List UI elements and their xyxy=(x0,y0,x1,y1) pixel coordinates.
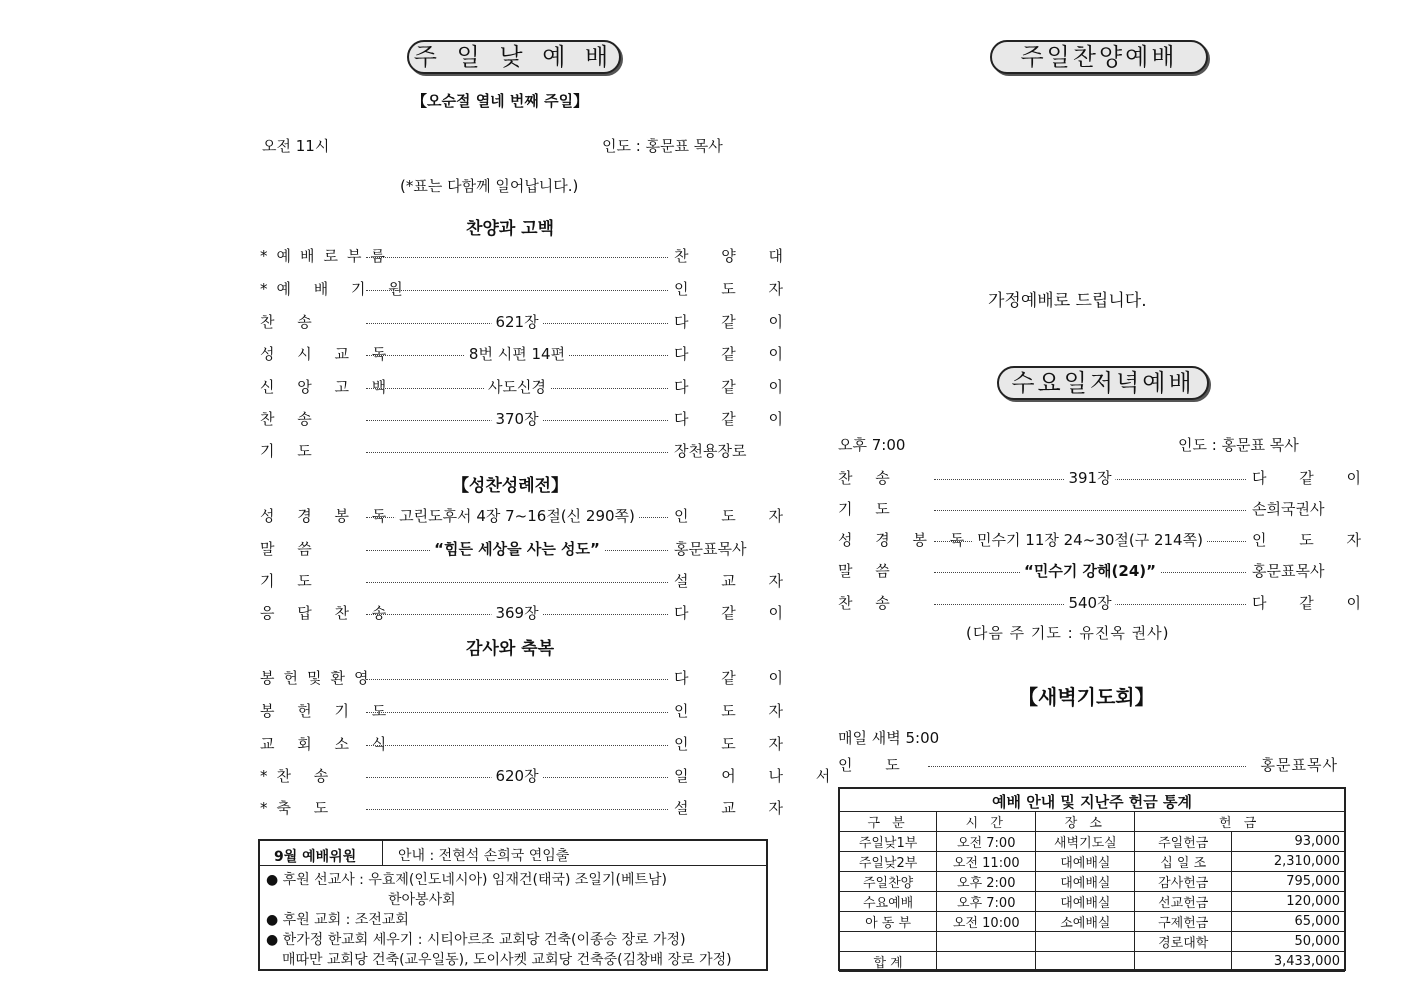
worship-row xyxy=(260,538,760,560)
row-label: 성 경 봉 독 xyxy=(260,507,396,525)
leader-dots xyxy=(366,745,668,746)
worship-row xyxy=(260,505,798,527)
row-label: *예배로부름 xyxy=(260,247,394,265)
leader-dots xyxy=(366,679,668,680)
table-row xyxy=(840,892,1345,912)
row-person: 다 같 이 xyxy=(674,378,798,396)
row-label: 기 도 xyxy=(260,442,321,460)
row-label: *예 배 기 원 xyxy=(260,280,412,298)
offering-table-box xyxy=(838,787,1346,971)
table-cell: 오후 7:00 xyxy=(937,892,1036,912)
row-person: 손희국권사 xyxy=(1252,500,1325,518)
table-cell: 소예배실 xyxy=(1036,912,1135,932)
worship-row xyxy=(838,529,1376,551)
table-cell: 주일낮1부 xyxy=(840,832,937,852)
section-communion: 【성찬성례전】 xyxy=(451,476,569,496)
row-label: 말 씀 xyxy=(838,562,899,580)
row-label: 성 경 봉 독 xyxy=(838,531,974,549)
row-person: 다 같 이 xyxy=(674,604,798,622)
table-row xyxy=(840,872,1345,892)
table-cell xyxy=(1135,952,1232,972)
worship-row xyxy=(260,311,798,333)
row-person: 일 어 나 서 xyxy=(674,767,845,785)
box-guide: 안내 : 전현석 손희국 연임출 xyxy=(398,848,570,864)
row-label: 찬 송 xyxy=(260,410,321,428)
table-cell: 주일낮2부 xyxy=(840,852,937,872)
worship-row xyxy=(260,733,798,755)
row-label: 응 답 찬 송 xyxy=(260,604,396,622)
row-label: 찬 송 xyxy=(260,313,321,331)
wed-leader: 인도 : 홍문표 목사 xyxy=(1178,436,1299,454)
table-cell: 50,000 xyxy=(1232,932,1345,952)
leader-dots xyxy=(366,452,668,453)
worship-row xyxy=(260,765,845,787)
worship-row xyxy=(838,592,1376,614)
row-person: 다 같 이 xyxy=(1252,594,1376,612)
row-label: 기 도 xyxy=(838,500,899,518)
table-cell: 120,000 xyxy=(1232,892,1345,912)
row-person: 홍문표목사 xyxy=(674,540,747,558)
table-cell: 대예배실 xyxy=(1036,872,1135,892)
table-cell: 오후 2:00 xyxy=(937,872,1036,892)
table-cell: 오전 11:00 xyxy=(937,852,1036,872)
table-cell xyxy=(1036,932,1135,952)
row-item: 621장 xyxy=(491,311,542,332)
row-person: 인 도 자 xyxy=(674,702,798,720)
section-thanks: 감사와 축복 xyxy=(465,639,555,659)
row-item: 620장 xyxy=(491,765,542,786)
table-cell: 오전 7:00 xyxy=(937,832,1036,852)
table-cell: 93,000 xyxy=(1232,832,1345,852)
table-cell: 오전 10:00 xyxy=(937,912,1036,932)
worship-row xyxy=(260,343,798,365)
table-cell: 합 계 xyxy=(840,952,937,972)
row-label: 신 앙 고 백 xyxy=(260,378,396,396)
worship-row xyxy=(838,498,1338,520)
row-item: 370장 xyxy=(491,408,542,429)
row-person: 인 도 자 xyxy=(674,735,798,753)
row-item: 고린도후서 4장 7~16절(신 290쪽) xyxy=(395,505,639,526)
home-worship-note: 가정예배로 드립니다. xyxy=(988,291,1147,311)
row-label: 기 도 xyxy=(260,572,321,590)
row-label: 봉 헌 기 도 xyxy=(260,702,396,720)
table-cell xyxy=(937,952,1036,972)
table-row xyxy=(840,952,1345,972)
leader-dots xyxy=(366,809,668,810)
table-row xyxy=(840,832,1345,852)
table-cell: 수요예배 xyxy=(840,892,937,912)
table-cell: 주일헌금 xyxy=(1135,832,1232,852)
leader-dots xyxy=(366,290,668,291)
row-item: 8번 시편 14편 xyxy=(465,343,569,364)
row-label: *찬 송 xyxy=(260,767,338,785)
box-line2: ● 후원 교회 : 조전교회 xyxy=(266,912,409,928)
table-cell: 대예배실 xyxy=(1036,852,1135,872)
table-cell: 경로대학 xyxy=(1135,932,1232,952)
row-person: 인 도 자 xyxy=(674,507,798,525)
service-leader: 인도 : 홍문표 목사 xyxy=(602,137,723,155)
standing-note: (*표는 다함께 일어납니다.) xyxy=(400,177,579,195)
dawn-time: 매일 새벽 5:00 xyxy=(838,729,940,747)
row-person: 홍문표목사 xyxy=(1252,562,1325,580)
leader-dots xyxy=(366,712,668,713)
row-person: 설 교 자 xyxy=(674,572,798,590)
table-cell: 구제헌금 xyxy=(1135,912,1232,932)
service-time: 오전 11시 xyxy=(262,137,330,155)
worship-row xyxy=(260,376,798,398)
worship-row xyxy=(260,408,798,430)
row-label: 말 씀 xyxy=(260,540,321,558)
row-person: 다 같 이 xyxy=(674,345,798,363)
row-item: 민수기 11장 24~30절(구 214쪽) xyxy=(973,529,1207,550)
worship-row xyxy=(260,667,798,689)
box-line3: ● 한가정 한교회 세우기 : 시티아르조 교회당 건축(이종승 장로 가정) xyxy=(266,932,686,948)
wed-time: 오후 7:00 xyxy=(838,436,906,454)
table-title: 예배 안내 및 지난주 헌금 통계 xyxy=(992,793,1192,811)
worship-row xyxy=(260,602,798,624)
row-person: 다 같 이 xyxy=(674,410,798,428)
table-cell: 2,310,000 xyxy=(1232,852,1345,872)
table-cell xyxy=(840,932,937,952)
row-item: 391장 xyxy=(1064,467,1115,488)
row-person: 다 같 이 xyxy=(1252,469,1376,487)
row-person: 다 같 이 xyxy=(674,313,798,331)
row-person: 인 도 자 xyxy=(674,280,798,298)
table-cell: 감사헌금 xyxy=(1135,872,1232,892)
worship-row xyxy=(838,560,1338,582)
row-item: “힘든 세상을 사는 성도” xyxy=(430,538,604,559)
table-header-row xyxy=(840,812,1345,832)
row-person: 장천용장로 xyxy=(674,442,747,460)
worship-row xyxy=(838,467,1376,489)
row-item: 369장 xyxy=(491,602,542,623)
row-item: “민수기 강해(24)” xyxy=(1020,560,1160,581)
worship-row xyxy=(260,570,798,592)
table-cell: 795,000 xyxy=(1232,872,1345,892)
row-item: 사도신경 xyxy=(484,376,550,397)
table-cell: 아 동 부 xyxy=(840,912,937,932)
title-wednesday: 수요일저녁예배 xyxy=(997,366,1209,400)
row-person: 다 같 이 xyxy=(674,669,798,687)
offering-table xyxy=(839,811,1345,972)
worship-row xyxy=(260,245,798,267)
subtitle: 【오순절 열네 번째 주일】 xyxy=(412,92,589,110)
worship-row xyxy=(260,440,760,462)
table-cell: 65,000 xyxy=(1232,912,1345,932)
table-header: 장 소 xyxy=(1036,812,1135,832)
table-header: 헌 금 xyxy=(1135,812,1345,832)
table-cell: 3,433,000 xyxy=(1232,952,1345,972)
table-cell: 십 일 조 xyxy=(1135,852,1232,872)
title-sunday-service: 주 일 낮 예 배 xyxy=(407,40,621,74)
table-cell: 대예배실 xyxy=(1036,892,1135,912)
table-cell: 선교헌금 xyxy=(1135,892,1232,912)
box-line3b: 매따만 교회당 건축(교우일동), 도이사켓 교회당 건축중(김창배 장로 가정) xyxy=(282,952,732,968)
section-praise: 찬양과 고백 xyxy=(465,219,555,239)
table-cell: 주일찬양 xyxy=(840,872,937,892)
row-label: 찬 송 xyxy=(838,594,899,612)
worship-row xyxy=(260,700,798,722)
leader-dots xyxy=(366,582,668,583)
next-week-prayer: (다음 주 기도 : 유진옥 권사) xyxy=(966,624,1170,642)
row-person: 설 교 자 xyxy=(674,799,798,817)
row-label: 교 회 소 식 xyxy=(260,735,396,753)
box-line1b: 한아봉사회 xyxy=(388,892,456,908)
dawn-prayer-title: 【새벽기도회】 xyxy=(1018,685,1155,709)
leader-dots xyxy=(934,510,1246,511)
dawn-row: 인 도 홍문표목사 xyxy=(838,756,1338,774)
table-row xyxy=(840,932,1345,952)
row-label: 찬 송 xyxy=(838,469,899,487)
table-cell xyxy=(1036,952,1135,972)
table-cell xyxy=(937,932,1036,952)
table-cell: 새벽기도실 xyxy=(1036,832,1135,852)
row-item: 540장 xyxy=(1064,592,1115,613)
row-label: 성 시 교 독 xyxy=(260,345,396,363)
title-sunday-praise: 주일찬양예배 xyxy=(990,40,1208,74)
table-row xyxy=(840,912,1345,932)
box-head: 9월 예배위원 xyxy=(274,849,357,865)
row-label: *축 도 xyxy=(260,799,338,817)
row-person: 인 도 자 xyxy=(1252,531,1376,549)
worship-row xyxy=(260,278,798,300)
table-header: 시 간 xyxy=(937,812,1036,832)
worship-row xyxy=(260,797,798,819)
box-line1: ● 후원 선교사 : 우효제(인도네시아) 임재건(태국) 조일기(베트남) xyxy=(266,872,667,888)
table-header: 구 분 xyxy=(840,812,937,832)
row-label: 봉헌및환영 xyxy=(260,669,378,687)
info-box xyxy=(258,839,768,971)
row-person: 찬 양 대 xyxy=(674,247,798,265)
leader-dots xyxy=(366,257,668,258)
table-row xyxy=(840,852,1345,872)
